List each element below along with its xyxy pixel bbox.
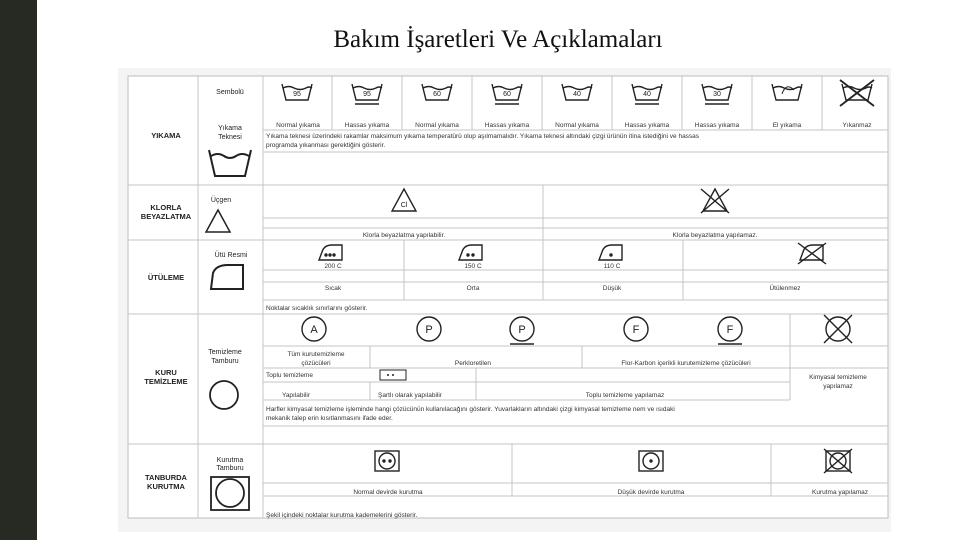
wash-label-9: Yıkanmaz (842, 122, 872, 129)
wash-description-2: programda yıkanması gerektiğini gösterir. (266, 142, 386, 149)
iron-label-2: Orta (466, 285, 480, 292)
iron-label-3: Düşük (602, 285, 622, 292)
left-accent-bar (0, 0, 37, 540)
wash-label-7: Hassas yıkama (694, 122, 740, 129)
iron-label-4: Ütülenmez (769, 285, 801, 292)
page-title: Bakım İşaretleri Ve Açıklamaları (333, 26, 663, 53)
bleach-shape-label: Üçgen (210, 197, 232, 204)
dry-clean-all-solvents-1: Tüm kurutemizleme (287, 351, 345, 358)
wash-temp-6: 40 (643, 91, 651, 98)
tumble-description: Şekil içindeki noktalar kurutma kademelerini gösterir. (266, 512, 418, 519)
tumble-label-1: Normal devirde kurutma (353, 489, 423, 496)
dry-clean-perchlor-label: Perkloretilen (454, 360, 492, 367)
dry-clean-all-solvents-2: çözücüleri (301, 360, 331, 367)
tumble-category-label-1: TANBURDA (145, 473, 187, 482)
dry-clean-bulk-label: Toplu temizleme (266, 372, 313, 379)
iron-temp-2: 150 C (464, 263, 482, 270)
dry-clean-letter-4: F (632, 324, 640, 336)
wash-label-8: El yıkama (772, 122, 802, 129)
wash-temp-5: 40 (573, 91, 581, 98)
tumble-shape-label-2: Tamburu (216, 465, 244, 472)
wash-description-1: Yıkama teknesi üzerindeki rakamlar maksimum yıkama temperatürü olup aşılmamalıdır. Yıkama teknesi altındaki çizgi ürünün itina istediğini ve hassas (266, 133, 700, 140)
dry-clean-letter-2: P (425, 324, 433, 336)
iron-label-1: Sıcak (324, 285, 342, 292)
iron-temp-3: 110 C (603, 263, 621, 270)
wash-label-4: Hassas yıkama (484, 122, 530, 129)
dry-clean-letter-1: A (310, 324, 318, 336)
care-symbols-table-image (118, 68, 891, 532)
dry-clean-fluor-label: Flor-Karbon içerikli kurutemizleme çözücüleri (621, 360, 751, 367)
wash-label-3: Normal yıkama (415, 122, 459, 129)
iron-category-label: ÜTÜLEME (147, 273, 185, 282)
dry-clean-description-2: mekanik talep erin kısıtlanmasını ifade eder. (266, 415, 393, 422)
bleach-chlorine-mark: Cl (400, 202, 408, 209)
symbol-column-header: Sembolü (216, 89, 244, 96)
tumble-label-3: Kurutma yapılamaz (812, 489, 868, 496)
iron-description: Noktalar sıcaklık sınırlarını gösterir. (266, 305, 368, 312)
tumble-label-2: Düşük devirde kurutma (617, 489, 685, 496)
dry-clean-conditional-label: Şartlı olarak yapılabilir (378, 392, 442, 399)
dry-clean-description-1: Harfler kimyasal temizleme işleminde hangi çözücünün kullanılacağını gösterir. Yuvarlakların altındaki çizgi kimyasal temizleme nem ve ısıdaki (266, 406, 675, 413)
dry-clean-category-label-1: KURU (155, 368, 177, 377)
wash-temp-4: 60 (503, 91, 511, 98)
dry-clean-shape-label-1: Temizleme (208, 349, 242, 356)
bleach-category-label-2: BEYAZLATMA (140, 212, 192, 221)
wash-category-label: YIKAMA (151, 131, 181, 140)
wash-label-1: Normal yıkama (276, 122, 320, 129)
wash-temp-2: 95 (363, 91, 371, 98)
tumble-category-label-2: KURUTMA (147, 482, 185, 491)
wash-temp-1: 95 (293, 91, 301, 98)
dry-clean-category-label-2: TEMİZLEME (144, 377, 188, 386)
dry-clean-letter-5: F (726, 324, 734, 336)
wash-basin-label-1: Yıkama (218, 125, 242, 132)
wash-basin-label-2: Teknesi (218, 134, 242, 141)
dry-clean-bulk-not-label: Toplu temizleme yapılamaz (585, 392, 665, 399)
dry-clean-shape-label-2: Tamburu (211, 358, 239, 365)
care-symbols-table (118, 68, 891, 532)
iron-temp-1: 200 C (324, 263, 342, 270)
bleach-allowed-label: Klorla beyazlatma yapılabilir. (362, 232, 446, 239)
iron-shape-label: Ütü Resmi (214, 252, 248, 259)
dry-clean-not-allowed-2: yapılamaz (823, 383, 853, 390)
dry-clean-letter-3: P (518, 324, 526, 336)
wash-label-2: Hassas yıkama (344, 122, 390, 129)
wash-temp-7: 30 (713, 91, 721, 98)
dry-clean-not-allowed-1: Kimyasal temizleme (809, 374, 867, 381)
bleach-category-label-1: KLORLA (150, 203, 182, 212)
tumble-shape-label-1: Kurutma (216, 457, 244, 464)
bleach-forbidden-label: Klorla beyazlatma yapılamaz. (672, 232, 758, 239)
wash-label-6: Hassas yıkama (624, 122, 670, 129)
wash-temp-3: 60 (433, 91, 441, 98)
dry-clean-possible-label: Yapılabilir (281, 392, 311, 399)
wash-label-5: Normal yıkama (555, 122, 599, 129)
